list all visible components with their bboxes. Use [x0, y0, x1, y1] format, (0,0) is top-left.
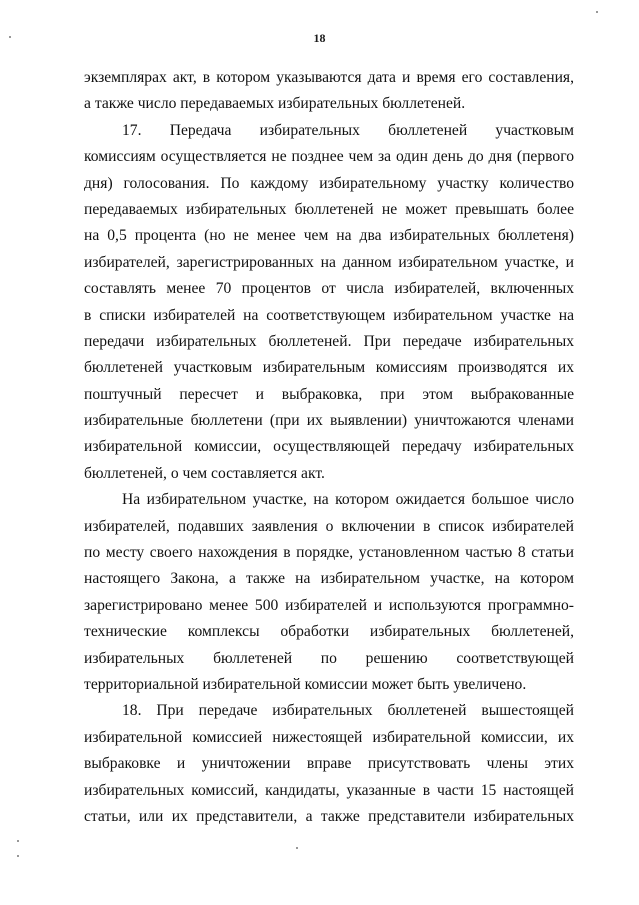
text-line: избирательные бюллетени (при их выявлении) уничтожаются членами [84, 412, 574, 430]
text-line: 17. Передача избирательных бюллетеней участковым [122, 121, 574, 139]
text-line: статьи, или их представители, а также представители избирательных [84, 807, 574, 825]
text-line: выбраковке и уничтожении вправе присутствовать члены этих [84, 755, 574, 773]
document-body [84, 65, 574, 830]
scan-speck [596, 11, 598, 13]
text-line: в списки избирателей на соответствующем избирательном участке на [84, 306, 574, 324]
text-line: избирателей, зарегистрированных на данном избирательном участке, и [84, 253, 574, 271]
text-line: составлять менее 70 процентов от числа избирателей, включенных [84, 280, 574, 298]
text-line: избирательной комиссией нижестоящей избирательной комиссии, их [84, 728, 574, 746]
text-line: настоящего Закона, а также на избирательном участке, на котором [84, 570, 574, 588]
text-line: передачи избирательных бюллетеней. При передаче избирательных [84, 332, 574, 350]
page-number: 18 [313, 31, 326, 45]
scan-speck [17, 855, 19, 857]
text-line: На избирательном участке, на котором ожидается большое число [122, 491, 574, 509]
text-line: на 0,5 процента (но не менее чем на два избирательных бюллетеня) [84, 227, 574, 245]
text-line: дня) голосования. По каждому избирательному участку количество [84, 174, 574, 192]
text-line: передаваемых избирательных бюллетеней не может превышать более [84, 200, 574, 218]
scan-speck [9, 36, 11, 38]
scan-speck [17, 840, 19, 842]
text-line: технические комплексы обработки избирательных бюллетеней, [84, 623, 574, 641]
text-line: территориальной избирательной комиссии может быть увеличено. [84, 675, 527, 693]
text-line: а также число передаваемых избирательных бюллетеней. [84, 95, 466, 113]
text-line: 18. При передаче избирательных бюллетеней вышестоящей [122, 702, 574, 720]
text-line: поштучный пересчет и выбраковка, при этом выбракованные [84, 385, 574, 403]
text-line: избирательных бюллетеней по решению соответствующей [84, 649, 574, 667]
text-line: экземплярах акт, в котором указываются дата и время его составления, [84, 69, 574, 86]
text-line: зарегистрировано менее 500 избирателей и используются программно- [84, 596, 574, 614]
text-line: избирательных комиссий, кандидаты, указанные в части 15 настоящей [84, 781, 574, 799]
text-line: бюллетеней, о чем составляется акт. [84, 464, 325, 482]
text-line: избирательной комиссии, осуществляющей передачу избирательных [84, 438, 574, 456]
text-line: комиссиям осуществляется не позднее чем за один день до дня (первого [84, 148, 574, 166]
text-line: по месту своего нахождения в порядке, установленном частью 8 статьи [84, 544, 574, 562]
scan-speck [296, 847, 298, 849]
text-line: избирателей, подавших заявления о включении в список избирателей [84, 517, 574, 535]
text-line: бюллетеней участковым избирательным комиссиям производятся их [84, 359, 574, 377]
